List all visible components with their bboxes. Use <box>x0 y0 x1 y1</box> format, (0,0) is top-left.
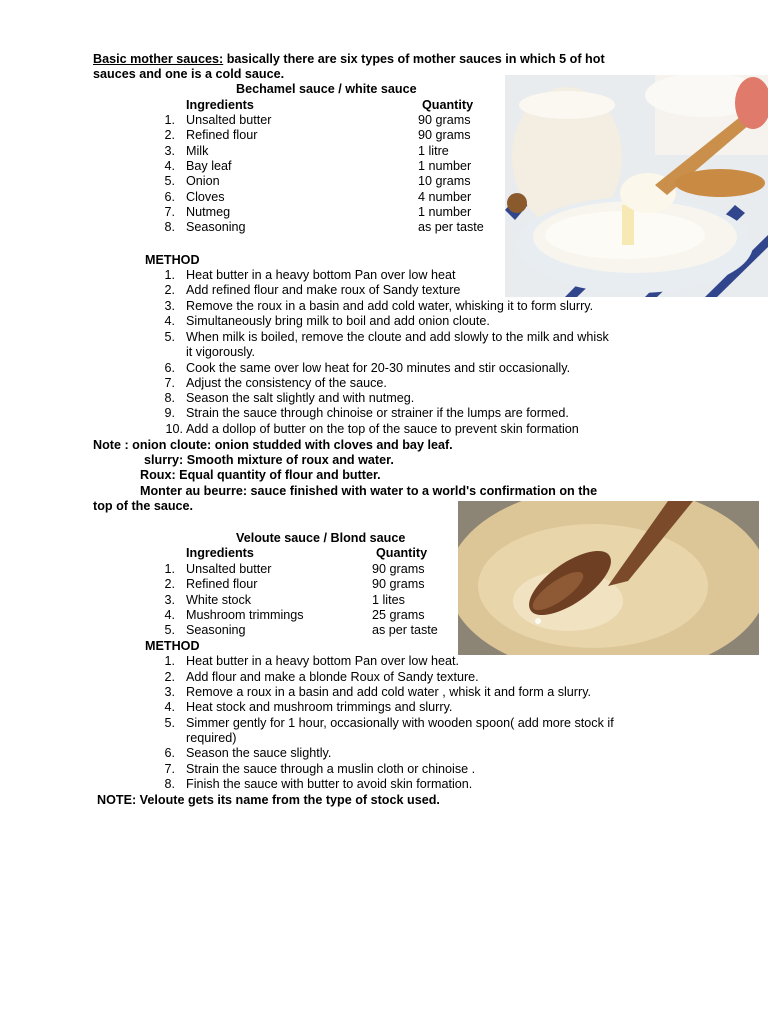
bechamel-photo <box>505 75 768 297</box>
bechamel-ingredients-header: Ingredients <box>186 98 254 112</box>
bechamel-title: Bechamel sauce / white sauce <box>236 82 417 96</box>
note-monter-au-beurre: Monter au beurre: sauce finished with water to a world's confirmation on the <box>140 484 598 498</box>
veloute-ingredients-header: Ingredients <box>186 546 254 560</box>
veloute-note: NOTE: Veloute gets its name from the type of stock used. <box>97 793 440 807</box>
bechamel-method-title: METHOD <box>145 253 200 267</box>
intro-heading: Basic mother sauces: <box>93 52 224 66</box>
intro-text-1: basically there are six types of mother sauces in which 5 of hot <box>223 52 605 66</box>
veloute-photo <box>458 501 759 655</box>
intro-text-2: sauces and one is a cold sauce. <box>93 67 285 81</box>
bechamel-quantity-header: Quantity <box>422 98 474 112</box>
note-onion-cloute: Note : onion cloute: onion studded with cloves and bay leaf. <box>93 438 453 452</box>
veloute-quantity-header: Quantity <box>376 546 428 560</box>
note-roux: Roux: Equal quantity of flour and butter. <box>140 468 381 482</box>
bechamel-sauce-image <box>505 75 768 297</box>
veloute-method-title: METHOD <box>145 639 200 653</box>
note-monter-continuation: top of the sauce. <box>93 499 194 513</box>
note-slurry: slurry: Smooth mixture of roux and water. <box>144 453 394 467</box>
veloute-title: Veloute sauce / Blond sauce <box>236 531 406 545</box>
veloute-sauce-image <box>458 501 759 655</box>
intro-line-1 <box>93 52 605 67</box>
